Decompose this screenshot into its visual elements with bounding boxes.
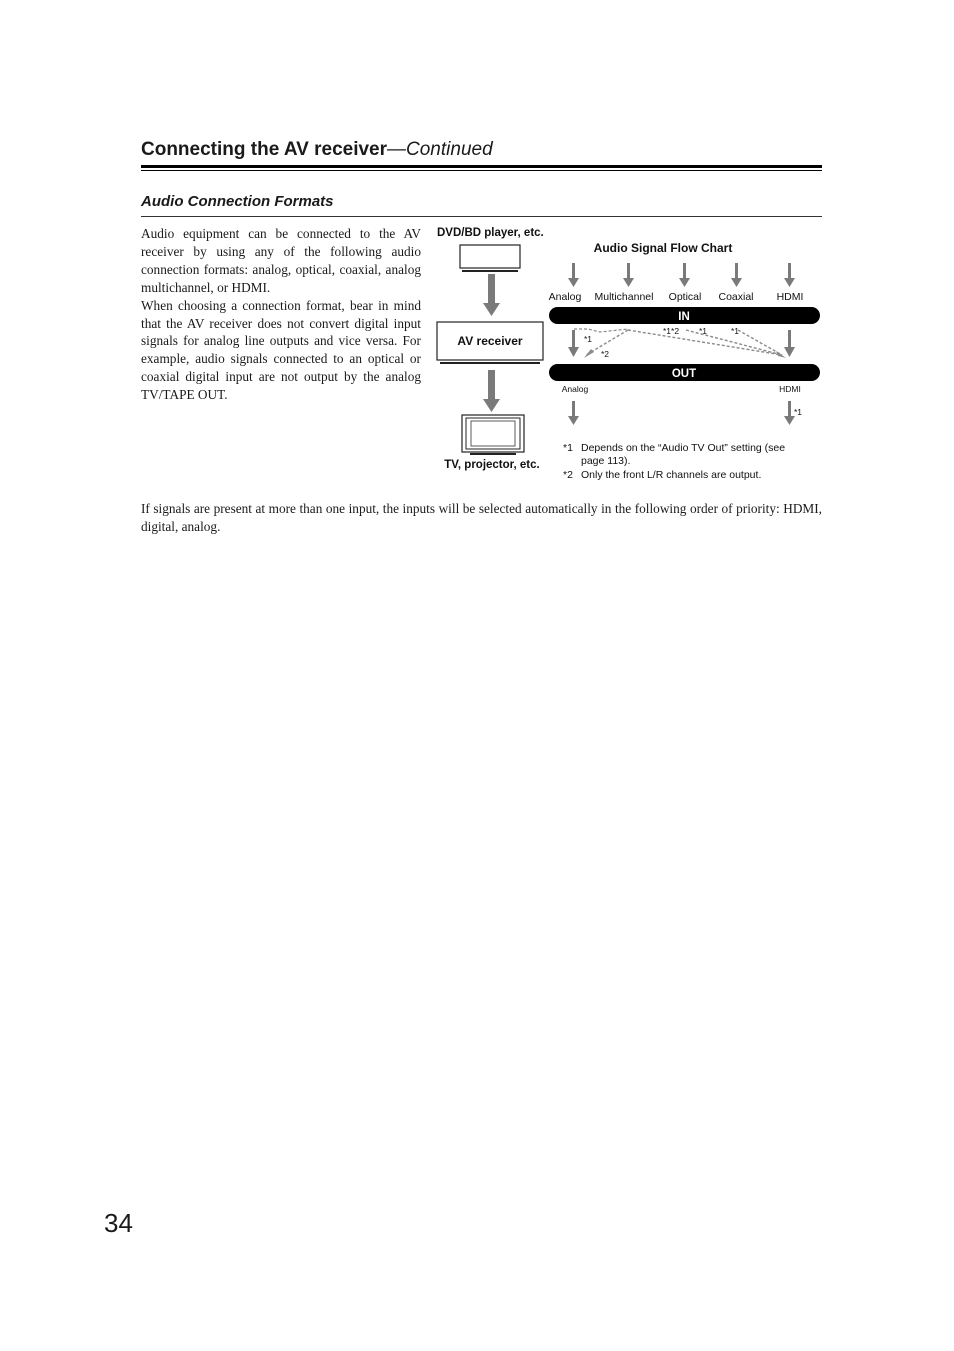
note-1-text: Depends on the “Audio TV Out” setting (see: [581, 442, 786, 454]
out-label: OUT: [671, 368, 697, 380]
hdmi-passthrough-arrow: [784, 330, 795, 357]
header-rule-thin: [141, 170, 822, 171]
input-arrow-coaxial: [731, 263, 742, 287]
dvd-player-icon: [460, 245, 520, 271]
input-arrow-multichannel: [623, 263, 634, 287]
flow-chart-title: Audio Signal Flow Chart: [593, 241, 733, 255]
mark-hdmi-out: *1: [794, 407, 803, 417]
tv-icon: [462, 415, 524, 454]
mark-optical: *1: [699, 326, 708, 336]
mark-analog-1: *1: [584, 334, 593, 344]
body-paragraph-1: Audio equipment can be connected to the AV receiver by using any of the following audio connection formats: analog, optical, coaxial, analog multichannel, or HDMI.: [141, 226, 421, 295]
output-label-analog: Analog: [561, 384, 589, 394]
dashed-multichannel-to-analog: [574, 329, 628, 332]
body-text: [141, 225, 421, 404]
display-label: TV, projector, etc.: [444, 459, 540, 471]
bottom-paragraph: If signals are present at more than one input, the inputs will be selected automatically in the following order of priority: HDMI, digital, analog.: [141, 501, 822, 534]
mark-multichannel: *1*2: [663, 326, 680, 336]
down-arrow-icon: [483, 370, 500, 412]
input-label-analog: Analog: [548, 291, 582, 303]
note-2-mark: *2: [563, 469, 573, 481]
input-arrow-optical: [679, 263, 690, 287]
note-2-text: Only the front L/R channels are output.: [581, 469, 762, 481]
body-paragraph-2: When choosing a connection format, bear in mind that the AV receiver does not convert digital input signals for analog line outputs and vice versa. For example, audio signals connected to an optical or coaxial digital input are not output by the analog TV/TAPE OUT.: [141, 297, 421, 403]
receiver-label: AV receiver: [457, 334, 523, 348]
section-rule: [141, 216, 822, 217]
note-1-cont: page 113).: [581, 455, 631, 467]
down-arrow-icon: [483, 274, 500, 316]
input-label-optical: Optical: [668, 291, 702, 303]
analog-passthrough-arrow: [568, 330, 579, 357]
source-label: DVD/BD player, etc.: [437, 227, 544, 239]
mark-coaxial: *1: [731, 326, 740, 336]
header-rule-thick: [141, 165, 822, 168]
note-1-mark: *1: [563, 442, 573, 454]
page-title: [141, 139, 493, 161]
input-label-coaxial: Coaxial: [718, 291, 754, 303]
connection-diagram: [430, 222, 830, 492]
mark-analog-2: *2: [601, 349, 610, 359]
page-title-main: Connecting the AV receiver: [141, 139, 388, 160]
output-arrow-analog: [568, 401, 579, 425]
page-title-continued: —Continued: [387, 139, 493, 160]
input-arrows: [568, 263, 795, 287]
output-arrows: [568, 401, 795, 425]
dashed-coaxial-to-hdmi: [738, 330, 782, 355]
section-title: Audio Connection Formats: [141, 193, 334, 210]
output-label-hdmi: HDMI: [779, 384, 801, 394]
input-label-hdmi: HDMI: [776, 291, 804, 303]
page-number: 34: [104, 1208, 133, 1238]
input-arrow-hdmi: [784, 263, 795, 287]
input-arrow-analog: [568, 263, 579, 287]
input-label-multichannel: Multichannel: [594, 291, 654, 303]
in-label: IN: [678, 311, 690, 323]
